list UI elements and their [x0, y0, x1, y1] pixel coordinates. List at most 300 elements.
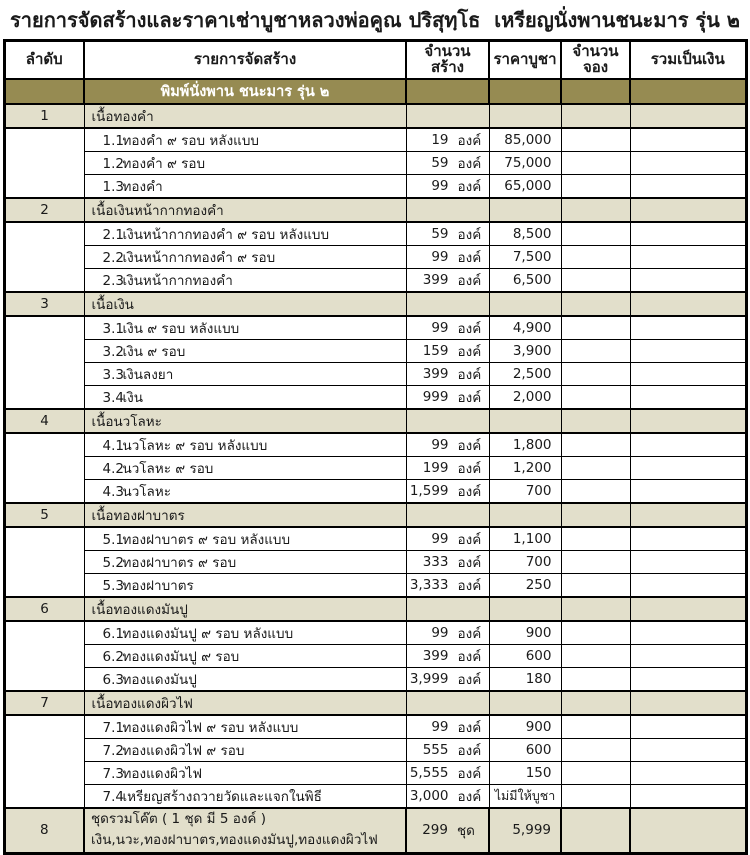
- quantity-value: 199: [422, 459, 449, 476]
- total-cell: [630, 198, 746, 222]
- total-cell: [630, 738, 746, 761]
- item-name-cell: [84, 573, 406, 597]
- quantity-cell: [406, 456, 489, 479]
- quantity-unit: องค์: [457, 249, 482, 266]
- item-label: นวโลหะ ๙ รอบ: [122, 460, 214, 477]
- quantity-unit: องค์: [457, 155, 482, 172]
- quantity-value: 5,555: [409, 764, 449, 781]
- price-cell: 1,800: [489, 433, 561, 457]
- total-cell: [630, 339, 746, 362]
- banner-title: พิมพ์นั่งพาน ชนะมาร รุ่น ๒: [84, 79, 406, 104]
- item-number: 7.1: [102, 719, 124, 736]
- item-label: ทองฝาบาตร ๙ รอบ: [122, 554, 237, 571]
- item-row: [4, 385, 746, 409]
- item-row: [4, 268, 746, 292]
- item-row: [4, 339, 746, 362]
- quantity-value: 99: [431, 319, 449, 336]
- quantity-unit: องค์: [457, 625, 482, 642]
- item-label: นวโลหะ ๙ รอบ หลังแบบ: [122, 437, 268, 454]
- item-row: [4, 738, 746, 761]
- item-label: ทองคำ: [122, 178, 163, 195]
- item-label: เงิน ๙ รอบ หลังแบบ: [122, 320, 240, 337]
- quantity-cell: [406, 573, 489, 597]
- item-name-cell: [84, 385, 406, 409]
- item-row: [4, 222, 746, 246]
- total-cell: [630, 268, 746, 292]
- price-cell: 75,000: [489, 151, 561, 174]
- quantity-value: 99: [431, 718, 449, 735]
- item-label: เงิน: [122, 389, 143, 406]
- quantity-cell: [406, 222, 489, 246]
- quantity-cell: [406, 362, 489, 385]
- item-row: [4, 761, 746, 784]
- item-label: นวโลหะ: [122, 483, 171, 500]
- item-name-cell: [84, 128, 406, 152]
- item-number: 1.2: [102, 155, 124, 172]
- item-number: 5.2: [102, 554, 124, 571]
- reserved-cell: [561, 667, 630, 691]
- item-number: 7.2: [102, 742, 124, 759]
- quantity-value: 99: [431, 248, 449, 265]
- quantity-cell: [406, 503, 489, 527]
- quantity-cell: [406, 385, 489, 409]
- item-number: 1.1: [102, 132, 124, 149]
- item-name-cell: [84, 761, 406, 784]
- quantity-cell: [406, 784, 489, 808]
- quantity-unit: องค์: [457, 320, 482, 337]
- item-number: 3.3: [102, 366, 124, 383]
- price-cell: [489, 597, 561, 621]
- group-row: [4, 409, 746, 433]
- col-header-order: ลำดับ: [4, 41, 84, 79]
- quantity-unit: องค์: [457, 788, 482, 805]
- price-cell: 250: [489, 573, 561, 597]
- merged-order-cell: [4, 527, 84, 597]
- quantity-cell: [406, 715, 489, 739]
- quantity-value: 159: [422, 342, 449, 359]
- total-cell: [630, 808, 746, 854]
- quantity-cell: [406, 738, 489, 761]
- price-cell: [489, 691, 561, 715]
- quantity-unit: องค์: [457, 178, 482, 195]
- item-label: ทองฝาบาตร: [122, 577, 194, 594]
- item-row: [4, 621, 746, 645]
- quantity-value: 399: [422, 365, 449, 382]
- item-number: 1.3: [102, 178, 124, 195]
- quantity-value: 19: [431, 131, 449, 148]
- quantity-value: 1,599: [409, 482, 449, 499]
- quantity-cell: [406, 761, 489, 784]
- item-number: 3.1: [102, 320, 124, 337]
- price-cell: [489, 409, 561, 433]
- total-cell: [630, 292, 746, 316]
- reserved-cell: [561, 550, 630, 573]
- header-row: [4, 41, 746, 79]
- item-number: 3.4: [102, 389, 124, 406]
- item-row: [4, 479, 746, 503]
- total-cell: [630, 385, 746, 409]
- item-name-cell: [84, 667, 406, 691]
- total-cell: [630, 597, 746, 621]
- price-cell: 3,900: [489, 339, 561, 362]
- total-cell: [630, 644, 746, 667]
- quantity-unit: องค์: [457, 132, 482, 149]
- reserved-cell: [561, 433, 630, 457]
- item-label: ทองแดงผิวไฟ: [122, 765, 202, 782]
- quantity-cell: [406, 292, 489, 316]
- reserved-cell: [561, 128, 630, 152]
- price-cell: ไม่มีให้บูชา: [489, 784, 561, 808]
- banner-cell-total: [630, 79, 746, 104]
- total-cell: [630, 550, 746, 573]
- reserved-cell: [561, 644, 630, 667]
- item-name-cell: [84, 784, 406, 808]
- total-cell: [630, 174, 746, 198]
- banner-cell-price: [489, 79, 561, 104]
- group-name-cell: เนื้อทองแดงมันปู: [84, 597, 406, 621]
- item-name-cell: [84, 268, 406, 292]
- group-name-cell: เนื้อทองคำ: [84, 104, 406, 128]
- item-row: [4, 456, 746, 479]
- item-row: [4, 151, 746, 174]
- total-cell: [630, 151, 746, 174]
- price-cell: 4,900: [489, 316, 561, 340]
- group-name-cell: เนื้อทองแดงผิวไฟ: [84, 691, 406, 715]
- quantity-unit: องค์: [457, 483, 482, 500]
- col-header-quantity-reserved: จำนวนจอง: [561, 41, 630, 79]
- group-number-cell: 3: [4, 292, 84, 316]
- page-title: รายการจัดสร้างและราคาเช่าบูชาหลวงพ่อคูณ ปริสุทฺโธ เหรียญนั่งพานชนะมาร รุ่น ๒: [10, 8, 740, 32]
- quantity-cell: [406, 527, 489, 551]
- group-name-cell: เนื้อเงินหน้ากากทองคำ: [84, 198, 406, 222]
- total-cell: [630, 573, 746, 597]
- price-cell: 600: [489, 738, 561, 761]
- reserved-cell: [561, 198, 630, 222]
- reserved-cell: [561, 503, 630, 527]
- quantity-value: 99: [431, 436, 449, 453]
- price-cell: 8,500: [489, 222, 561, 246]
- col-header-price: ราคาบูชา: [489, 41, 561, 79]
- reserved-cell: [561, 174, 630, 198]
- item-row: [4, 362, 746, 385]
- item-row: [4, 433, 746, 457]
- item-number: 4.3: [102, 483, 124, 500]
- total-cell: [630, 245, 746, 268]
- group-number-cell: 7: [4, 691, 84, 715]
- reserved-cell: [561, 245, 630, 268]
- merged-order-cell: [4, 128, 84, 198]
- quantity-cell: [406, 409, 489, 433]
- price-cell: 700: [489, 550, 561, 573]
- item-number: 5.1: [102, 531, 124, 548]
- quantity-unit: องค์: [457, 460, 482, 477]
- quantity-cell: [406, 128, 489, 152]
- total-cell: [630, 222, 746, 246]
- group-row: [4, 292, 746, 316]
- reserved-cell: [561, 691, 630, 715]
- group-row: [4, 691, 746, 715]
- price-cell: 7,500: [489, 245, 561, 268]
- total-cell: [630, 433, 746, 457]
- total-cell: [630, 503, 746, 527]
- reserved-cell: [561, 104, 630, 128]
- item-number: 7.3: [102, 765, 124, 782]
- quantity-unit: องค์: [457, 389, 482, 406]
- total-cell: [630, 362, 746, 385]
- item-label: เงินหน้ากากทองคำ ๙ รอบ หลังแบบ: [122, 226, 330, 243]
- group-name-cell: เนื้อนวโลหะ: [84, 409, 406, 433]
- quantity-unit: องค์: [457, 742, 482, 759]
- reserved-cell: [561, 479, 630, 503]
- banner-cell-order: [4, 79, 84, 104]
- reserved-cell: [561, 715, 630, 739]
- item-row: [4, 573, 746, 597]
- price-cell: [489, 104, 561, 128]
- price-cell: 2,000: [489, 385, 561, 409]
- total-cell: [630, 691, 746, 715]
- quantity-unit: องค์: [457, 671, 482, 688]
- quantity-value: 3,333: [409, 576, 449, 593]
- item-name-cell: [84, 151, 406, 174]
- reserved-cell: [561, 151, 630, 174]
- total-cell: [630, 409, 746, 433]
- quantity-value: 299: [422, 822, 448, 839]
- merged-order-cell: [4, 433, 84, 503]
- quantity-value: 99: [431, 530, 449, 547]
- quantity-cell: [406, 316, 489, 340]
- reserved-cell: [561, 738, 630, 761]
- price-cell: 5,999: [489, 808, 561, 854]
- col-header-item: รายการจัดสร้าง: [84, 41, 406, 79]
- reserved-cell: [561, 621, 630, 645]
- quantity-cell: [406, 479, 489, 503]
- item-name-cell: [84, 644, 406, 667]
- total-cell: [630, 527, 746, 551]
- item-name-cell: [84, 527, 406, 551]
- item-row: [4, 527, 746, 551]
- quantity-value: 999: [422, 388, 449, 405]
- quantity-unit: องค์: [457, 765, 482, 782]
- item-row: [4, 316, 746, 340]
- item-number: 3.2: [102, 343, 124, 360]
- price-cell: 85,000: [489, 128, 561, 152]
- quantity-cell: [406, 174, 489, 198]
- quantity-cell: [406, 245, 489, 268]
- item-name-cell: [84, 245, 406, 268]
- item-label: เงินหน้ากากทองคำ ๙ รอบ: [122, 249, 276, 266]
- quantity-value: 399: [422, 647, 449, 664]
- group-number-cell: 5: [4, 503, 84, 527]
- merged-order-cell: [4, 621, 84, 691]
- merged-order-cell: [4, 316, 84, 409]
- price-cell: 180: [489, 667, 561, 691]
- group-number-cell: 1: [4, 104, 84, 128]
- item-row: [4, 128, 746, 152]
- merged-order-cell: [4, 715, 84, 808]
- quantity-cell: [406, 808, 489, 854]
- price-cell: 6,500: [489, 268, 561, 292]
- group-number-cell: 8: [4, 808, 84, 854]
- quantity-unit: ชุด: [457, 823, 475, 840]
- item-label: เงินลงยา: [122, 366, 174, 383]
- quantity-cell: [406, 104, 489, 128]
- item-label: เงิน ๙ รอบ: [122, 343, 186, 360]
- total-cell: [630, 456, 746, 479]
- item-row: [4, 784, 746, 808]
- item-number: 4.2: [102, 460, 124, 477]
- reserved-cell: [561, 222, 630, 246]
- reserved-cell: [561, 784, 630, 808]
- total-cell: [630, 128, 746, 152]
- quantity-value: 99: [431, 624, 449, 641]
- reserved-cell: [561, 292, 630, 316]
- price-cell: 600: [489, 644, 561, 667]
- group-row: [4, 104, 746, 128]
- reserved-cell: [561, 409, 630, 433]
- item-name-cell: [84, 433, 406, 457]
- quantity-unit: องค์: [457, 531, 482, 548]
- price-cell: 2,500: [489, 362, 561, 385]
- quantity-value: 399: [422, 271, 449, 288]
- quantity-cell: [406, 550, 489, 573]
- reserved-cell: [561, 808, 630, 854]
- group-name-cell: เนื้อทองฝาบาตร: [84, 503, 406, 527]
- item-label: ทองแดงผิวไฟ ๙ รอบ: [122, 742, 245, 759]
- item-number: 4.1: [102, 437, 124, 454]
- total-cell: [630, 479, 746, 503]
- quantity-cell: [406, 621, 489, 645]
- price-cell: 1,100: [489, 527, 561, 551]
- reserved-cell: [561, 385, 630, 409]
- item-label: เหรียญสร้างถวายวัดและแจกในพิธี: [122, 788, 322, 805]
- quantity-unit: องค์: [457, 366, 482, 383]
- price-cell: 1,200: [489, 456, 561, 479]
- item-number: 6.3: [102, 671, 124, 688]
- item-label: ทองแดงผิวไฟ ๙ รอบ หลังแบบ: [122, 719, 299, 736]
- item-name-cell: [84, 738, 406, 761]
- reserved-cell: [561, 456, 630, 479]
- col-header-total-amount: รวมเป็นเงิน: [630, 41, 746, 79]
- item-label: ทองแดงมันปู: [122, 671, 197, 688]
- total-cell: [630, 667, 746, 691]
- item-label: ทองฝาบาตร ๙ รอบ หลังแบบ: [122, 531, 291, 548]
- price-cell: [489, 503, 561, 527]
- item-label: ทองคำ ๙ รอบ หลังแบบ: [122, 132, 260, 149]
- quantity-unit: องค์: [457, 272, 482, 289]
- group-row: [4, 597, 746, 621]
- total-cell: [630, 316, 746, 340]
- quantity-cell: [406, 597, 489, 621]
- item-name-cell: [84, 715, 406, 739]
- section-banner-row: [4, 79, 746, 104]
- reserved-cell: [561, 527, 630, 551]
- price-cell: [489, 198, 561, 222]
- quantity-unit: องค์: [457, 719, 482, 736]
- quantity-value: 333: [422, 553, 449, 570]
- item-name-cell: [84, 550, 406, 573]
- summary-subtitle: เงิน,นวะ,ทองฝาบาตร,ทองแดงมันปู,ทองแดงผิวไฟ: [91, 832, 378, 849]
- total-cell: [630, 621, 746, 645]
- summary-row: [4, 808, 746, 854]
- reserved-cell: [561, 573, 630, 597]
- price-cell: [489, 292, 561, 316]
- total-cell: [630, 715, 746, 739]
- quantity-value: 3,999: [409, 670, 449, 687]
- price-cell: 900: [489, 715, 561, 739]
- quantity-value: 3,000: [409, 787, 449, 804]
- quantity-cell: [406, 667, 489, 691]
- quantity-cell: [406, 151, 489, 174]
- reserved-cell: [561, 339, 630, 362]
- total-cell: [630, 104, 746, 128]
- reserved-cell: [561, 761, 630, 784]
- reserved-cell: [561, 268, 630, 292]
- reserved-cell: [561, 362, 630, 385]
- item-row: [4, 174, 746, 198]
- item-name-cell: [84, 479, 406, 503]
- item-name-cell: [84, 222, 406, 246]
- item-number: 5.3: [102, 577, 124, 594]
- item-number: 6.2: [102, 648, 124, 665]
- price-table: [3, 39, 748, 855]
- group-number-cell: 4: [4, 409, 84, 433]
- item-number: 7.4: [102, 788, 124, 805]
- item-label: ทองแดงมันปู ๙ รอบ: [122, 648, 240, 665]
- group-number-cell: 6: [4, 597, 84, 621]
- item-label: เงินหน้ากากทองคำ: [122, 272, 233, 289]
- banner-cell-qty: [406, 79, 489, 104]
- quantity-cell: [406, 198, 489, 222]
- quantity-unit: องค์: [457, 226, 482, 243]
- total-cell: [630, 784, 746, 808]
- group-name-cell: เนื้อเงิน: [84, 292, 406, 316]
- quantity-cell: [406, 433, 489, 457]
- quantity-cell: [406, 339, 489, 362]
- item-row: [4, 644, 746, 667]
- quantity-unit: องค์: [457, 554, 482, 571]
- item-number: 2.1: [102, 226, 124, 243]
- quantity-unit: องค์: [457, 577, 482, 594]
- quantity-value: 59: [431, 154, 449, 171]
- item-number: 6.1: [102, 625, 124, 642]
- price-cell: 900: [489, 621, 561, 645]
- item-name-cell: [84, 362, 406, 385]
- quantity-cell: [406, 268, 489, 292]
- group-row: [4, 503, 746, 527]
- group-number-cell: 2: [4, 198, 84, 222]
- item-row: [4, 245, 746, 268]
- price-cell: 65,000: [489, 174, 561, 198]
- merged-order-cell: [4, 222, 84, 292]
- item-row: [4, 715, 746, 739]
- summary-title: ชุดรวมโค๊ต ( 1 ชุด มี 5 องค์ ): [91, 811, 267, 828]
- col-header-quantity-made: จำนวนสร้าง: [406, 41, 489, 79]
- reserved-cell: [561, 316, 630, 340]
- quantity-unit: องค์: [457, 437, 482, 454]
- item-label: ทองคำ ๙ รอบ: [122, 155, 206, 172]
- quantity-unit: องค์: [457, 648, 482, 665]
- price-cell: 150: [489, 761, 561, 784]
- quantity-value: 59: [431, 225, 449, 242]
- item-name-cell: [84, 621, 406, 645]
- group-row: [4, 198, 746, 222]
- item-row: [4, 667, 746, 691]
- item-label: ทองแดงมันปู ๙ รอบ หลังแบบ: [122, 625, 294, 642]
- quantity-cell: [406, 644, 489, 667]
- item-row: [4, 550, 746, 573]
- reserved-cell: [561, 597, 630, 621]
- quantity-value: 555: [422, 741, 449, 758]
